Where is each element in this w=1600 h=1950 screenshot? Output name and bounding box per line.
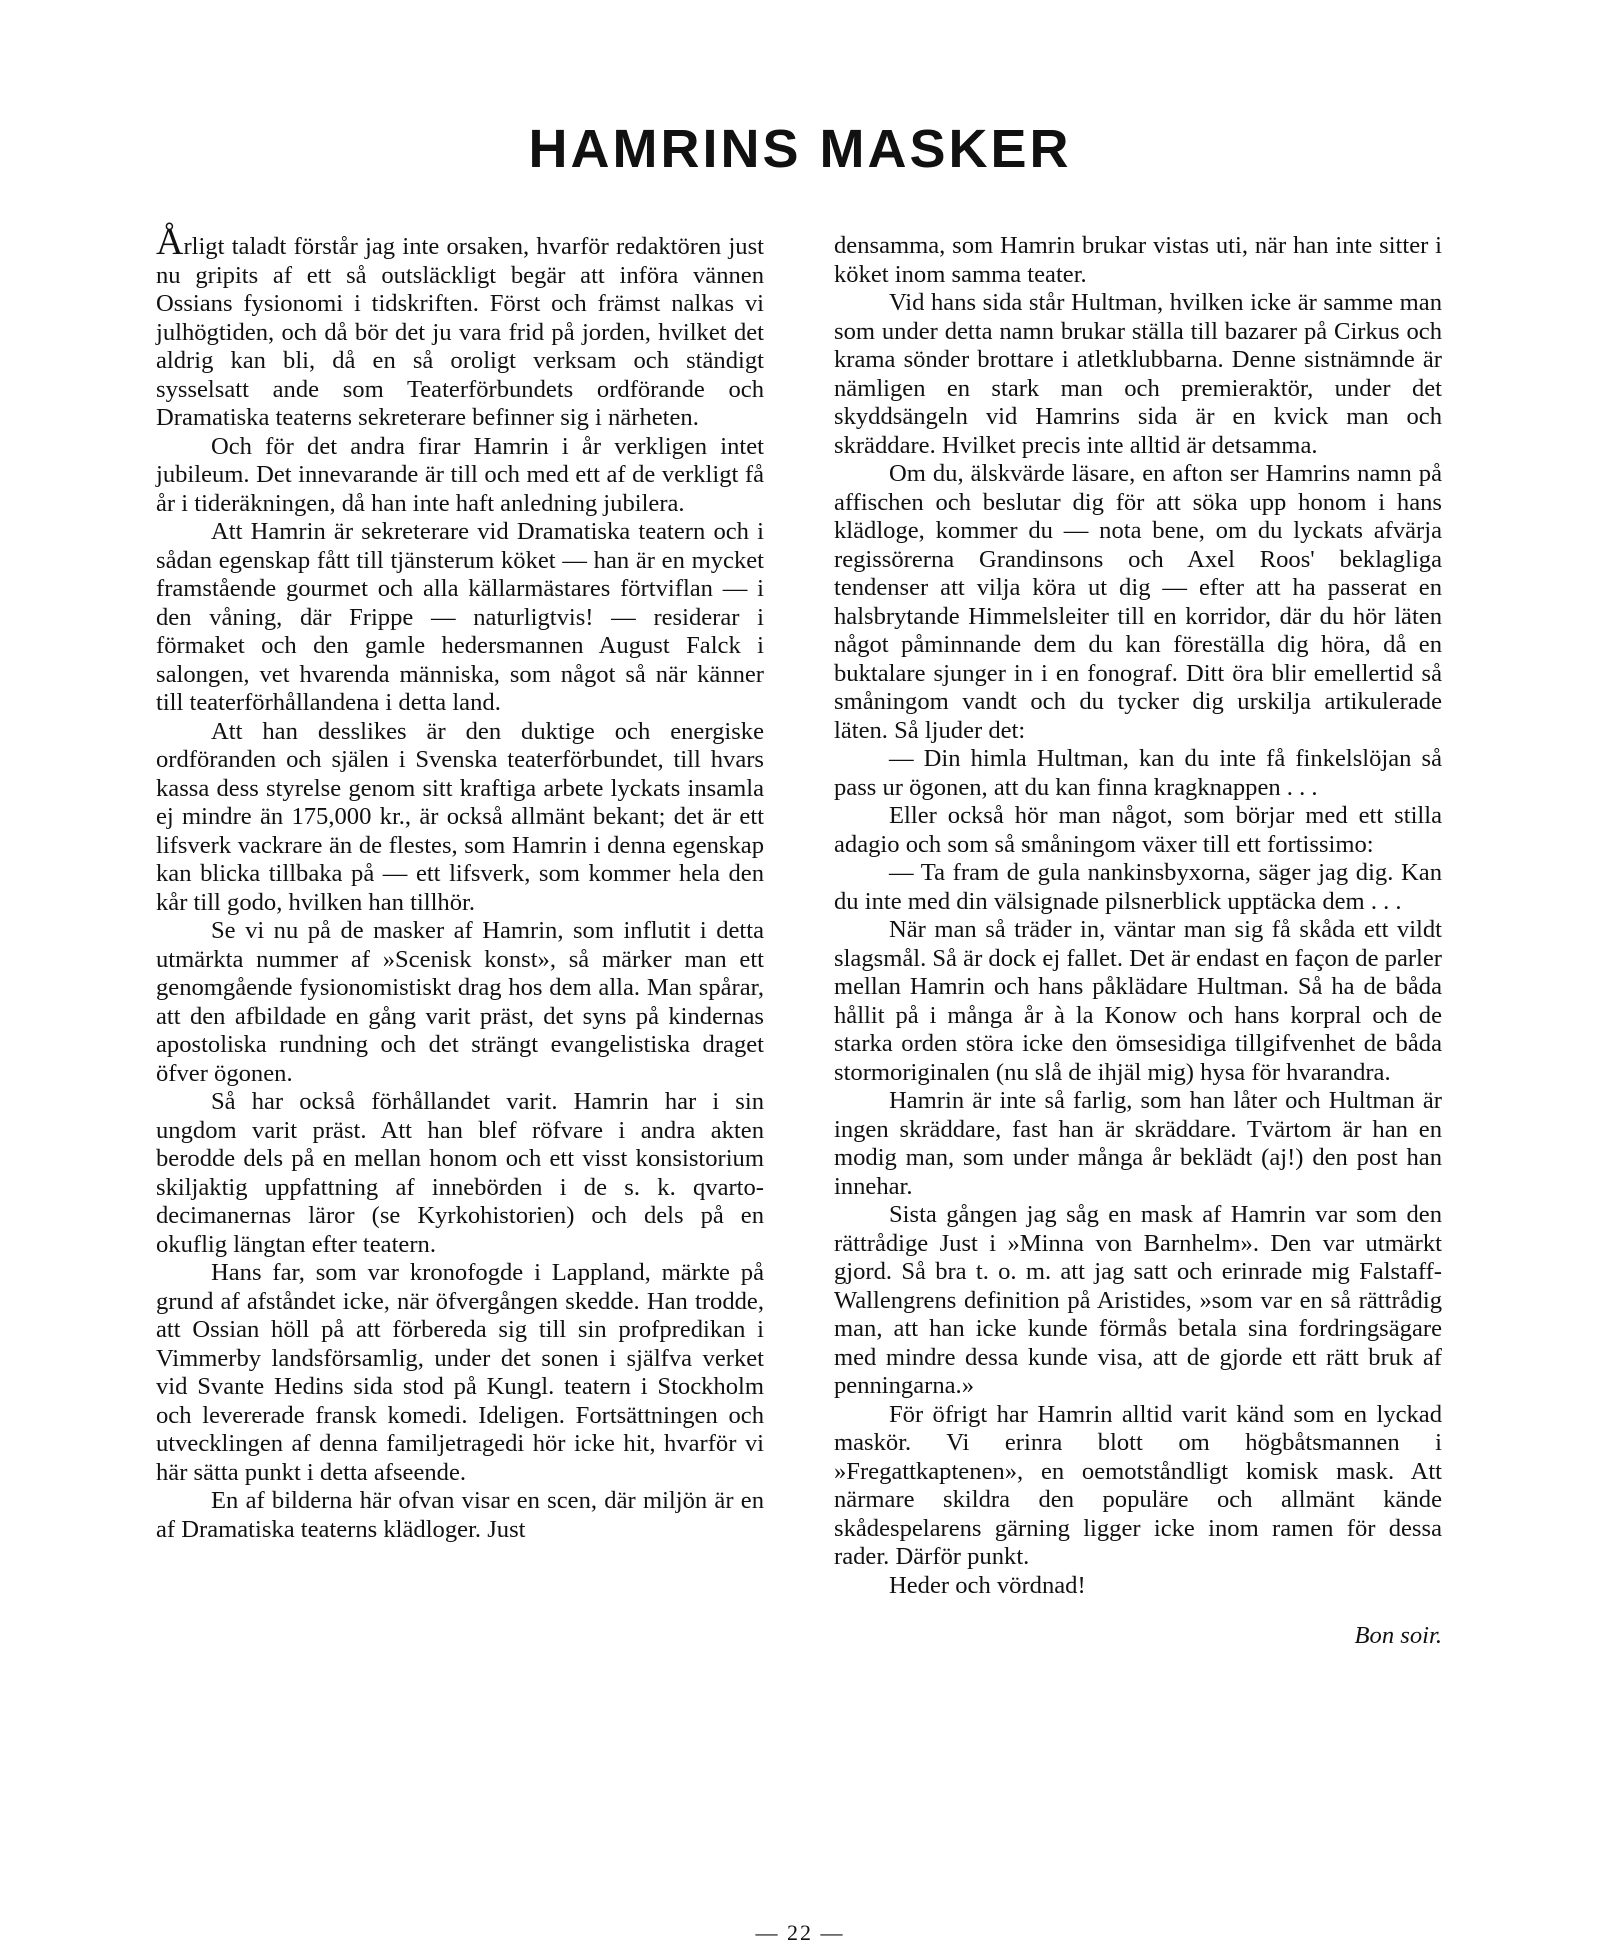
paragraph: När man så träder in, väntar man sig få skåda ett vildt slagsmål. Så är dock ej fallet. Det är endast en façon de parler mellan Hamrin och hans påklädare Hultman. Så ha de båda hållit på i många år à la Konow och hans korpral och de starka orden störa icke den ömsesidiga tillgifvenhet de båda stormoriginalen (nu slå de ihjäl mig) hysa för hvarandra. [834, 916, 1442, 1086]
paragraph: Sista gången jag såg en mask af Hamrin var som den rättrådige Just i »Minna von Barnhelm». Den var utmärkt gjord. Så bra t. o. m. att jag satt och erinrade mig Falstaff-Wallengrens definition på Aristides, »som var en så rättrådig man, att han icke kunde förmås betala sina fordringsägare med mindre dessa kunde visa, att de gjorde ett rätt bruk af penningarna.» [834, 1201, 1442, 1399]
paragraph: Att Hamrin är sekreterare vid Dramatiska teatern och i sådan egenskap fått till tjänsterum köket — han är en mycket framstående gourmet och alla källarmästares förtviflan — i den våning, där Frippe — naturligtvis! — residerar i förmaket och den gamle hedersmannen August Falck i salongen, vet hvarenda människa, som något så när känner till teaterförhållandena i detta land. [156, 518, 764, 716]
paragraph: Om du, älskvärde läsare, en afton ser Hamrins namn på affischen och beslutar dig för att söka upp honom i hans klädloge, kommer du — nota bene, om du lyckats afvärja regissörerna Grandinsons och Axel Roos' beklagliga tendenser att vilja köra ut dig — efter att ha passerat en halsbrytande Himmelsleiter till en korridor, där du hör läten något påminnande dem du kan föreställa dig höra, då en buktalare sjunger in i en fonograf. Ditt öra blir emellertid så småningom vandt och du tycker dig urskilja artikulerade läten. Så ljuder det: [834, 460, 1442, 744]
left-column [156, 221, 764, 1544]
paragraph: Att han desslikes är den duktige och energiske ordföranden och själen i Svenska teaterförbundet, till hvars kassa dess styrelse genom sitt kraftiga arbete lyckats insamla ej mindre än 175,000 kr., är också allmänt bekant; det är ett lifsverk vackrare än de flestes, som Hamrin i denna egenskap kan blicka tillbaka på — ett lifsverk, som kommer hela den kår till godo, hvilken han tillhör. [156, 717, 764, 916]
dialogue-line: — Din himla Hultman, kan du inte få finkelslöjan så pass ur ögonen, att du kan finna kragknappen . . . [834, 745, 1442, 801]
paragraph [156, 221, 764, 433]
paragraph: Eller också hör man något, som börjar med ett stilla adagio och som så småningom växer till ett fortissimo: [834, 802, 1442, 858]
drop-cap: Å [156, 221, 184, 263]
paragraph: Och för det andra firar Hamrin i år verkligen intet jubileum. Det innevarande är till och med ett af de verkligt få år i tideräkningen, då han inte haft anledning jubilera. [156, 432, 764, 517]
right-column [834, 232, 1442, 1651]
author-signature: Bon soir. [1354, 1622, 1442, 1649]
page-number: — 22 — [755, 1920, 845, 1945]
paragraph: Heder och vördnad! [889, 1571, 1086, 1599]
dialogue-line: — Ta fram de gula nankinsbyxorna, säger jag dig. Kan du inte med din välsignade pilsnerblick upptäcka dem . . . [834, 859, 1442, 915]
paragraph: En af bilderna här ofvan visar en scen, där miljön är en af Dramatiska teaterns klädloger. Just [156, 1487, 764, 1543]
paragraph: Se vi nu på de masker af Hamrin, som influtit i detta utmärkta nummer af »Scenisk konst», så märker man ett genomgående fysionomistiskt drag hos dem alla. Man spårar, att den afbildade en gång varit präst, det syns på kindernas apostoliska rundning och det strängt evangelistiska draget öfver ögonen. [156, 917, 764, 1087]
paragraph-continuation: densamma, som Hamrin brukar vistas uti, när han inte sitter i köket inom samma teater. [834, 232, 1442, 288]
paragraph: Hans far, som var kronofogde i Lappland, märkte på grund af afståndet icke, när öfvergången skedde. Han trodde, att Ossian höll på att förbereda sig till sin profpredikan i Vimmerby landsförsamlig, under det sonen i själfva verket vid Svante Hedins sida stod på Kungl. teatern i Stockholm och levererade fransk komedi. Ideligen. Fortsättningen och utvecklingen af denna familjetragedi hör icke hit, hvarför vi här sätta punkt i detta afseende. [156, 1259, 764, 1486]
paragraph: Hamrin är inte så farlig, som han låter och Hultman är ingen skräddare, fast han är skräddare. Tvärtom är han en modig man, som under många år beklädt (aj!) den post han innehar. [834, 1087, 1442, 1200]
paragraph: Så har också förhållandet varit. Hamrin har i sin ungdom varit präst. Att han blef röfvare i andra akten berodde dels på en mellan honom och ett visst konsistorium skiljaktig uppfattning af innebörden i de s. k. qvarto-decimanernas läror (se Kyrkohistorien) och dels på en okuflig längtan efter teatern. [156, 1088, 764, 1258]
paragraph-text: rligt taladt förstår jag inte orsaken, hvarför redaktören just nu gripits af ett så outsläckligt begär att införa vännen Ossians fysionomi i tidskriften. Först och främst nalkas vi julhögtiden, och då bör det ju vara frid på jorden, hvilket det aldrig kan bli, då en så oroligt verksam och ständigt sysselsatt ande som Teaterförbundets ordförande och Dramatiska teaterns sekreterare befinner sig i närheten. [156, 233, 764, 431]
article-title: HAMRINS MASKER [528, 119, 1072, 179]
paragraph: För öfrigt har Hamrin alltid varit känd som en lyckad maskör. Vi erinra blott om högbåtsmannen i »Fregattkaptenen», en oemotståndligt komisk mask. Att närmare skildra den populäre och allmänt kände skådespelarens gärning ligger icke inom ramen för dessa rader. Därför punkt. [834, 1400, 1442, 1570]
paragraph: Vid hans sida står Hultman, hvilken icke är samme man som under detta namn brukar ställa till bazarer på Cirkus och krama sönder brottare i atletklubbarna. Denne sistnämnde är nämligen en stark man och premieraktör, under det skyddsängeln vid Hamrins sida är en kvick man och skräddare. Hvilket precis inte alltid är detsamma. [834, 289, 1442, 459]
